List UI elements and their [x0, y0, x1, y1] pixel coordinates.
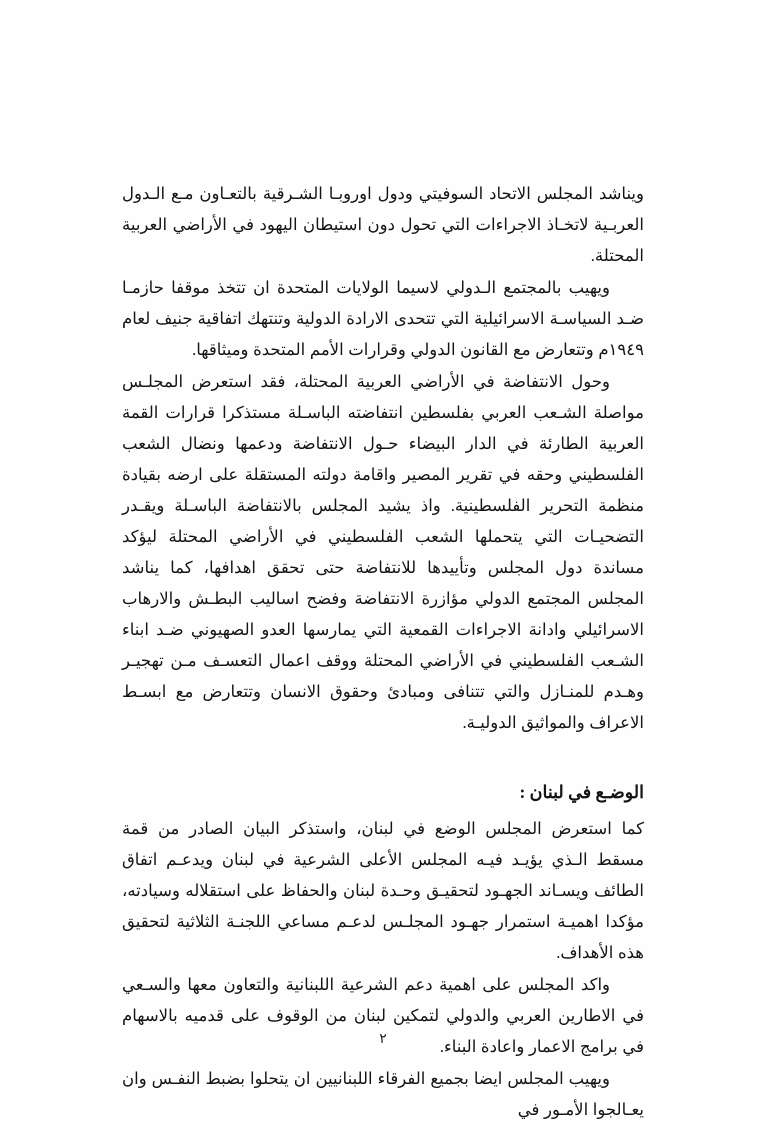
section-paragraph-block-1: [122, 813, 644, 968]
paragraph-3: وحول الانتفاضة في الأراضي العربية المحتلة، فقد استعرض المجلـس مواصلة الشـعب العربي بفلسطين انتفاضته الباسـلة مستذكرا قرارات القمة العربية الطارئة في الدار البيضاء حـول الانتفاضة ودعمها ونضال الشعب الفلسطيني وحقه في تقرير المصير واقامة دولته المستقلة على ارضه بقيادة منظمة التحرير الفلسطينية. واذ يشيد المجلس بالانتفاضة الباسـلة ويقـدر التضحيـات التي يتحملها الشعب الفلسطيني في الأراضي المحتلة ليؤكد مساندة دول المجلس وتأييدها للانتفاضة حتى تحقق اهدافها، كما يناشد المجلس المجتمع الدولي مؤازرة الانتفاضة وفضح اساليب البطـش والارهاب الاسرائيلي وادانة الاجراءات القمعية التي يمارسها العدو الصهيوني ضـد ابناء الشـعب الفلسطيني في الأراضي المحتلة ووقف اعمال التعسـف مـن تهجيـر وهـدم للمنـازل والتي تتنافى ومبادئ وحقوق الانسان وتتعارض مع ابسـط الاعراف والمواثيق الدوليـة.: [122, 372, 644, 732]
section-paragraph-2: واكد المجلس على اهمية دعم الشرعية اللبنانية والتعاون معها والسـعي في الاطارين العربي والدولي لتمكين لبنان من الوقوف على قدميه بالاسهام في برامج الاعمار واعادة البناء.: [122, 975, 644, 1056]
section-paragraph-block-3: [122, 1063, 644, 1125]
paragraph-1: ويناشد المجلس الاتحاد السوفيتي ودول اوروبـا الشـرقية بالتعـاون مـع الـدول العربـية لاتخـاذ الاجراءات التي تحول دون استيطان اليهود في الأراضي العربية المحتلة.: [122, 184, 644, 265]
paragraph-2: ويهيب بالمجتمع الـدولي لاسيما الولايات المتحدة ان تتخذ موقفا حازمـا ضـد السياسـة الاسرائيلية التي تتحدى الارادة الدولية وتنتهك اتفاقية جنيف لعام ١٩٤٩م وتتعارض مع القانون الدولي وقرارات الأمم المتحدة وميثاقها.: [122, 278, 644, 359]
page-number: ٢: [379, 1032, 387, 1047]
section-spacer: [122, 739, 644, 777]
section-paragraph-block-2: [122, 969, 644, 1062]
paragraph-block-3: [122, 366, 644, 738]
section-paragraph-1: كما استعرض المجلس الوضع في لبنان، واستذكر البيان الصادر من قمة مسقط الـذي يؤيـد فيـه المجلس الأعلى الشرعية في لبنان ويدعـم اتفاق الطائف ويسـاند الجهـود لتحقيـق وحـدة لبنان والحفاظ على استقلاله وسيادته، مؤكدا اهميـة استمرار جهـود المجلـس لدعـم مساعي اللجنـة الثلاثية لتحقيق هذه الأهداف.: [122, 819, 644, 962]
paragraph-block-2: [122, 272, 644, 365]
document-body: [122, 178, 644, 1126]
section-heading-lebanon: الوضـع في لبنان :: [519, 782, 644, 802]
paragraph-block-1: [122, 178, 644, 271]
section-paragraph-3: ويهيب المجلس ايضا بجميع الفرقاء اللبنانيين ان يتحلوا بضبط النفـس وان يعـالجوا الأمـور في: [122, 1069, 644, 1119]
